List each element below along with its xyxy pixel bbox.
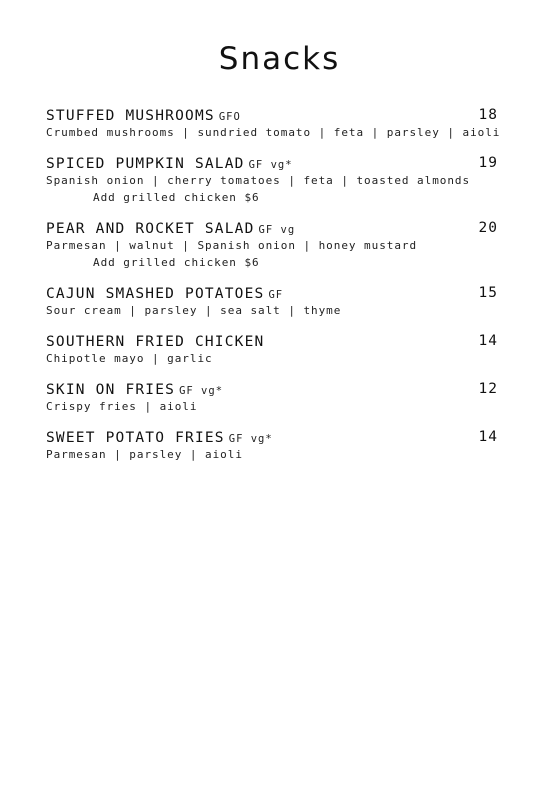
menu-item-price: 15 [478,285,498,301]
menu-item-dietary-tags: GF vg* [248,159,293,171]
menu-item-spiced-pumpkin-salad [46,153,498,206]
menu-item-add-on: Add grilled chicken $6 [93,256,260,269]
menu-item-dietary-tags: GF vg* [179,385,224,397]
menu-item-description: Parmesan | parsley | aioli [46,448,243,461]
menu-item-description: Crispy fries | aioli [46,400,198,413]
menu-item-add-on: Add grilled chicken $6 [93,191,260,204]
menu-item-description: Parmesan | walnut | Spanish onion | honey mustard [46,239,418,252]
menu-item-name: SWEET POTATO FRIES [46,430,225,446]
menu-item-price: 19 [478,155,498,171]
menu-item-sweet-potato-fries [46,427,498,463]
menu-item-description: Sour cream | parsley | sea salt | thyme [46,304,342,317]
menu-item-price: 14 [478,429,498,445]
menu-item-name: PEAR AND ROCKET SALAD [46,221,255,237]
menu-item-cajun-smashed-potatoes [46,283,498,319]
menu-item-name: SKIN ON FRIES [46,382,176,398]
menu-item-skin-on-fries [46,379,498,415]
menu-item-dietary-tags: GF [268,289,284,301]
menu-item-price: 18 [478,107,498,123]
page-title: Snacks [218,41,341,77]
menu-item-name: SOUTHERN FRIED CHICKEN [46,334,265,350]
menu-item-header [46,105,498,125]
menu-item-header [46,153,498,173]
menu-item-price: 20 [478,220,498,236]
menu-item-name: STUFFED MUSHROOMS [46,108,215,124]
menu-item-name: CAJUN SMASHED POTATOES [46,286,265,302]
menu-item-description: Crumbed mushrooms | sundried tomato | feta | parsley | aioli [46,126,501,139]
menu-item-dietary-tags: GF vg [258,224,296,236]
menu-item-pear-and-rocket-salad [46,218,498,271]
menu-item-header [46,218,498,238]
menu-item-description: Spanish onion | cherry tomatoes | feta | toasted almonds [46,174,471,187]
menu-item-header [46,379,498,399]
menu-item-name: SPICED PUMPKIN SALAD [46,156,245,172]
menu-item-dietary-tags: GFO [218,111,241,123]
menu-item-header [46,283,498,303]
menu-list [46,105,501,475]
menu-item-header [46,427,498,447]
menu-item-description: Chipotle mayo | garlic [46,352,213,365]
menu-item-header [46,331,498,351]
menu-item-price: 12 [478,381,498,397]
menu-item-southern-fried-chicken [46,331,498,367]
menu-item-dietary-tags: GF vg* [228,433,273,445]
menu-item-stuffed-mushrooms [46,105,501,141]
menu-item-price: 14 [478,333,498,349]
